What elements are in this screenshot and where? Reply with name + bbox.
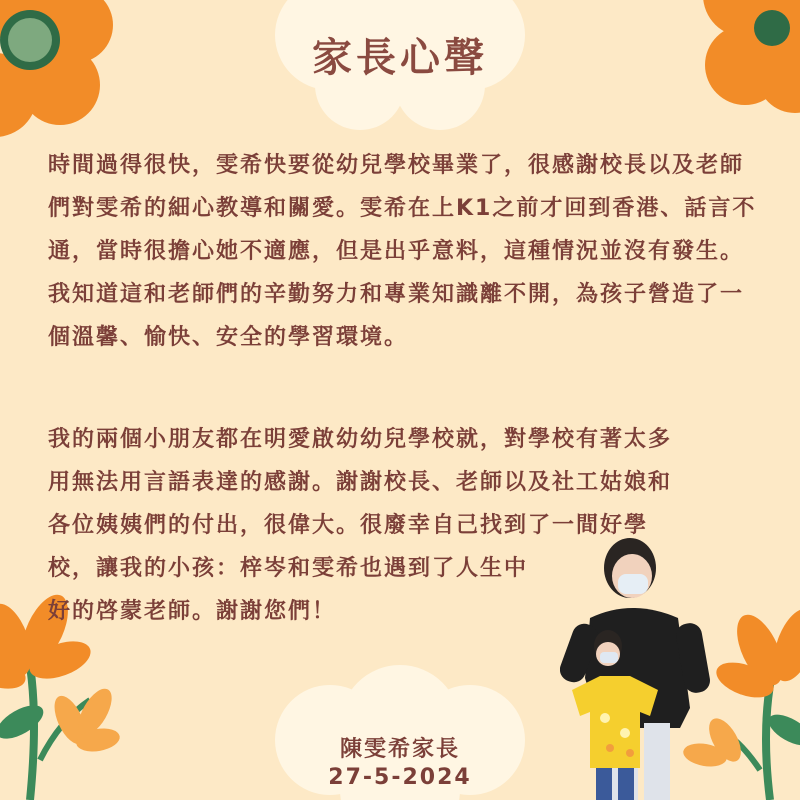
paragraph-1: 時間過得很快，雯希快要從幼兒學校畢業了，很感謝校長以及老師們對雯希的細心教導和關愛。雯希在上K1之前才回到香港、話言不通，當時很擔心她不適應，但是出乎意料，這種情況並沒有發生。我知道這和老師們的辛勤努力和專業知識離不開，為孩子營造了一個溫馨、愉快、安全的學習環境。	[48, 153, 757, 350]
paragraph-2-line: 用無法用言語表達的感謝。謝謝校長、老師以及社工姑娘和	[48, 470, 673, 495]
paragraph-2-line: 我的兩個小朋友都在明愛啟幼幼兒學校就，對學校有著太多	[48, 427, 673, 452]
signature-name: 陳雯希家長	[339, 737, 460, 762]
signature-date: 27-5-2024	[328, 765, 472, 790]
paragraph-2-line: 各位姨姨們的付出，很偉大。很廢幸自己找到了一間好學	[48, 513, 649, 538]
paragraph-2-line: 校，讓我的小孩：梓岑和雯希也遇到了人生中	[48, 556, 529, 581]
parent-child-photo	[560, 528, 720, 800]
page-title: 家長心聲	[312, 35, 488, 81]
paragraph-2-line: 好的啓蒙老師。謝謝您們！	[48, 599, 337, 624]
